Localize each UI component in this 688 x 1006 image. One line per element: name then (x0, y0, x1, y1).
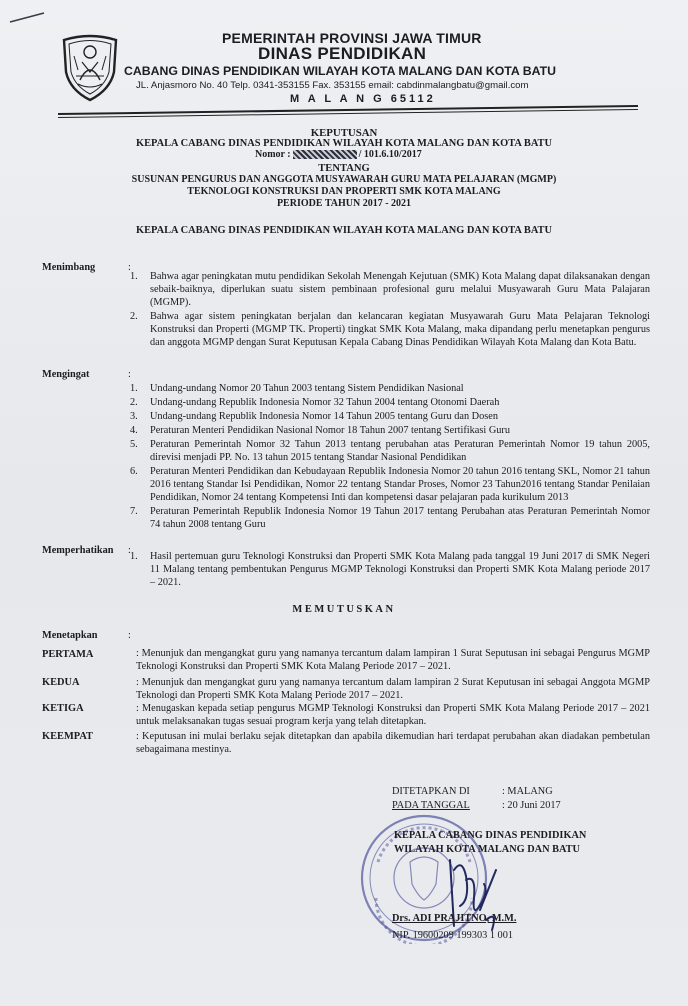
decree-number (255, 149, 422, 160)
menimbang-label: Menimbang (42, 262, 96, 273)
memperhatikan-colon: : (128, 545, 131, 556)
decision-text-keempat: : Keputusan ini mulai berlaku sejak ditetapkan dan apabila dikemudian hari terdapat perubahan akan diadakan pembetulan sebagaimana mestinya. (136, 731, 650, 755)
mengingat-label: Mengingat (42, 369, 90, 380)
list-item: 7. Peraturan Pemerintah Republik Indonesia Nomor 19 Tahun 2017 tentang Perubahan atas Peraturan Pemerintah Nomor 74 tahun 2008 tentang Guru (130, 506, 650, 530)
list-item: 1. Undang-undang Nomor 20 Tahun 2003 tentang Sistem Pendidikan Nasional (130, 383, 464, 394)
decree-number-suffix: / 101.6.10/2017 (358, 149, 422, 160)
address-line: JL. Anjasmoro No. 40 Telp. 0341-353155 Fax. 353155 email: cabdinmalangbatu@gmail.com (136, 80, 529, 91)
decree-title: KEPUTUSAN (310, 127, 378, 139)
menimbang-list (130, 270, 650, 350)
place-label: DITETAPKAN DI (392, 786, 470, 797)
place-value: : MALANG (502, 786, 553, 797)
decree-subject-1: SUSUNAN PENGURUS DAN ANGGOTA MUSYAWARAH GURU MATA PELAJARAN (MGMP) (131, 174, 557, 185)
signatory-name: Drs. ADI PRAJITNO, M.M. (392, 913, 517, 924)
list-item: 2. Undang-undang Republik Indonesia Nomor 32 Tahun 2004 tentang Otonomi Daerah (130, 397, 500, 408)
decision-text-kedua: : Menunjuk dan mengangkat guru yang namanya tercantum dalam lampiran 2 Surat Keputusan ini sebagai Anggota MGMP Teknologi dan Properti SMK Kota Malang Periode 2017 – 2021. (136, 677, 650, 701)
list-item: 2. Bahwa agar sistem peningkatan berjalan dan kelancaran kegiatan Musyawarah Guru Mata Pelajaran Teknologi Konstruksi dan Properti (MGMP TK. Properti) tingkat SMK Kota Malang, maka dipandang perlu menetapkan pengurus dan anggota MGMP dengan Surat Keputusan Kepala Cabang Dinas Pendidikan Wilayah Kota Malang dan Kota Batu. (130, 311, 650, 348)
decree-issuer-repeat: KEPALA CABANG DINAS PENDIDIKAN WILAYAH KOTA MALANG DAN KOTA BATU (136, 225, 552, 236)
decree-subject-2: TEKNOLOGI KONSTRUKSI DAN PROPERTI SMK KOTA MALANG (187, 186, 501, 197)
city-line: M A L A N G 65112 (290, 93, 436, 105)
branch-name: CABANG DINAS PENDIDIKAN WILAYAH KOTA MALANG DAN KOTA BATU (124, 64, 556, 78)
memperhatikan-label: Memperhatikan (42, 545, 114, 556)
signatory-nip: NIP. 19600209 199303 1 001 (392, 930, 513, 941)
list-item: 4. Peraturan Menteri Pendidikan Nasional Nomor 18 Tahun 2007 tentang Sertifikasi Guru (130, 425, 510, 436)
mengingat-colon: : (128, 369, 131, 380)
agency-name: DINAS PENDIDIKAN (258, 44, 427, 63)
decision-label-keempat: KEEMPAT (42, 731, 93, 742)
menetapkan-label: Menetapkan (42, 630, 98, 641)
list-item: 6. Peraturan Menteri Pendidikan dan Kebudayaan Republik Indonesia Nomor 20 tahun 2016 tentang SKL, Nomor 21 tahun 2016 tentang Standar Isi Pendidikan, Nomor 22 tentang Standar Proses, Nomor 23 Tahun2016 tentang Standar Penilaian Pendidikan, Nomor 24 tentang Kompetensi Inti dan kompetensi dasar pelajaran pada kurikulum 2013 (130, 466, 650, 503)
decree-number-label: Nomor : (255, 149, 291, 160)
redacted-number (293, 150, 357, 159)
decision-text-ketiga: : Menugaskan kepada setiap pengurus MGMP Teknologi Konstruksi dan Properti SMK Kota Malang Periode 2017 – 2021 untuk melaksanakan tugas sesuai program kerja yang telah ditetapkan. (136, 703, 650, 727)
mengingat-list (130, 382, 650, 532)
decree-issuer: KEPALA CABANG DINAS PENDIDIKAN WILAYAH KOTA MALANG DAN KOTA BATU (136, 138, 552, 149)
handwritten-signature (426, 840, 516, 940)
list-item: 3. Undang-undang Republik Indonesia Nomor 14 Tahun 2005 tentang Guru dan Dosen (130, 411, 498, 422)
decision-label-pertama: PERTAMA (42, 649, 94, 660)
government-name: PEMERINTAH PROVINSI JAWA TIMUR (222, 30, 482, 46)
memperhatikan-list (130, 550, 650, 590)
decree-about: TENTANG (318, 163, 370, 174)
pen-mark (8, 10, 46, 24)
decision-label-kedua: KEDUA (42, 677, 80, 688)
list-item: 1. Bahwa agar peningkatan mutu pendidikan Sekolah Menengah Kejutuan (SMK) Kota Malang dapat dilaksanakan dengan sebaik-baiknya, diperlukan suatu sistem pembinaan profesional guru melalui Musyawarah Guru Mata Palajaran (MGMP). (130, 271, 650, 308)
signatory-position-1: KEPALA CABANG DINAS PENDIDIKAN (394, 830, 587, 841)
signatory-position-2: WILAYAH KOTA MALANG DAN BATU (394, 844, 580, 855)
date-label: PADA TANGGAL (392, 800, 470, 811)
memutuskan-heading: MEMUTUSKAN (292, 604, 396, 615)
menimbang-colon: : (128, 262, 131, 273)
decree-subject-3: PERIODE TAHUN 2017 - 2021 (276, 198, 412, 209)
date-value: : 20 Juni 2017 (502, 800, 561, 811)
menetapkan-colon: : (128, 630, 131, 641)
east-java-emblem-icon (58, 32, 122, 102)
list-item: 1. Hasil pertemuan guru Teknologi Konstruksi dan Properti SMK Kota Malang pada tanggal 19 Juni 2017 di SMK Negeri 11 Malang tentang pembentukan Pengurus MGMP Teknologi Konstruksi dan Properti SMK Kota Malang periode 2017 – 2021. (130, 551, 650, 588)
decision-text-pertama: : Menunjuk dan mengangkat guru yang namanya tercantum dalam lampiran 1 Surat Seputusan ini sebagai Pengurus MGMP Teknologi Konstruksi dan Properti SMK Kota Malang Periode 2017 – 2021. (136, 648, 650, 672)
decision-label-ketiga: KETIGA (42, 703, 84, 714)
list-item: 5. Peraturan Pemerintah Nomor 32 Tahun 2013 tentang perubahan atas Peraturan Pemerintah Nomor 19 tahun 2005, direvisi menjadi PP. No. 13 tahun 2015 tentang Standar Nasional Pendidikan (130, 439, 650, 463)
